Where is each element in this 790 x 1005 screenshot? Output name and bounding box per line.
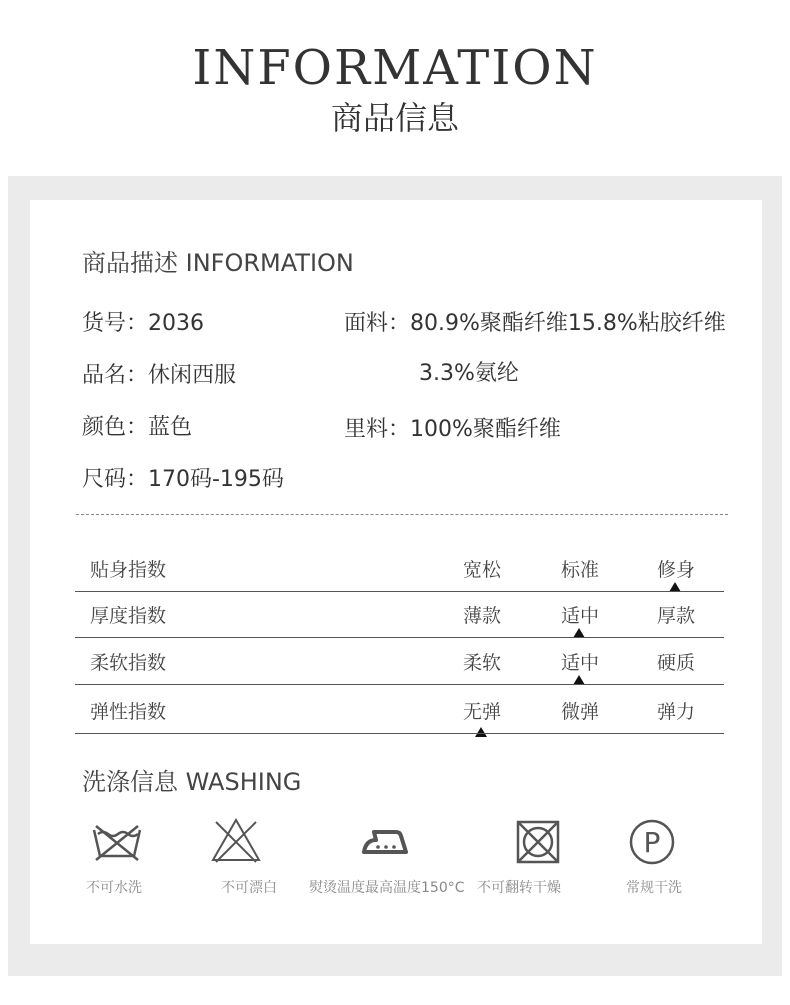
product-name: 品名：休闲西服	[82, 363, 237, 388]
index-row-thickness	[75, 592, 724, 638]
index-option: 厚款	[656, 605, 695, 627]
index-option: 无弹	[462, 701, 501, 723]
wash-label: 常规干洗	[626, 880, 682, 896]
wash-label: 不可水洗	[86, 880, 142, 896]
row-divider	[75, 733, 724, 734]
no-tumble-dry-icon	[508, 816, 568, 868]
index-option: 柔软	[462, 652, 501, 674]
product-size: 尺码：170码-195码	[82, 467, 284, 492]
index-row-fit	[75, 546, 724, 592]
index-row-softness	[75, 639, 724, 685]
iron-icon	[356, 816, 416, 868]
no-wash-icon	[88, 816, 148, 868]
index-option: 适中	[560, 605, 599, 627]
wash-label: 不可漂白	[221, 880, 277, 896]
description-heading: 商品描述 INFORMATION	[82, 249, 354, 277]
row-divider	[75, 684, 724, 685]
index-marker	[475, 727, 487, 737]
index-name: 贴身指数	[90, 559, 167, 581]
index-option: 硬质	[656, 652, 695, 674]
product-color: 颜色：蓝色	[82, 415, 193, 440]
index-option: 宽松	[462, 559, 501, 581]
washing-heading: 洗涤信息 WASHING	[82, 768, 302, 796]
index-name: 厚度指数	[90, 605, 167, 627]
index-option: 适中	[560, 652, 599, 674]
index-row-elasticity	[75, 688, 724, 734]
page-title: INFORMATION	[192, 40, 598, 96]
row-divider	[75, 637, 724, 638]
page-subtitle: 商品信息	[330, 99, 459, 137]
index-option: 薄款	[462, 605, 501, 627]
dry-clean-p-icon	[622, 816, 682, 868]
dashed-divider	[76, 514, 728, 515]
index-option: 弹力	[656, 701, 695, 723]
fabric-line-2: 3.3%氨纶	[419, 361, 519, 386]
wash-label: 熨烫温度最高温度150°C	[309, 880, 465, 896]
index-option: 修身	[656, 559, 695, 581]
index-name: 弹性指数	[90, 701, 167, 723]
index-option: 标准	[560, 559, 599, 581]
index-option: 微弹	[560, 701, 599, 723]
index-name: 柔软指数	[90, 652, 167, 674]
svg-text:P: P	[643, 826, 661, 859]
no-bleach-icon	[206, 816, 266, 868]
lining: 里料：100%聚酯纤维	[344, 417, 561, 442]
wash-label: 不可翻转干燥	[477, 880, 561, 896]
item-number: 货号：2036	[82, 311, 204, 336]
fabric-line-1: 面料：80.9%聚酯纤维15.8%粘胶纤维	[344, 311, 726, 336]
